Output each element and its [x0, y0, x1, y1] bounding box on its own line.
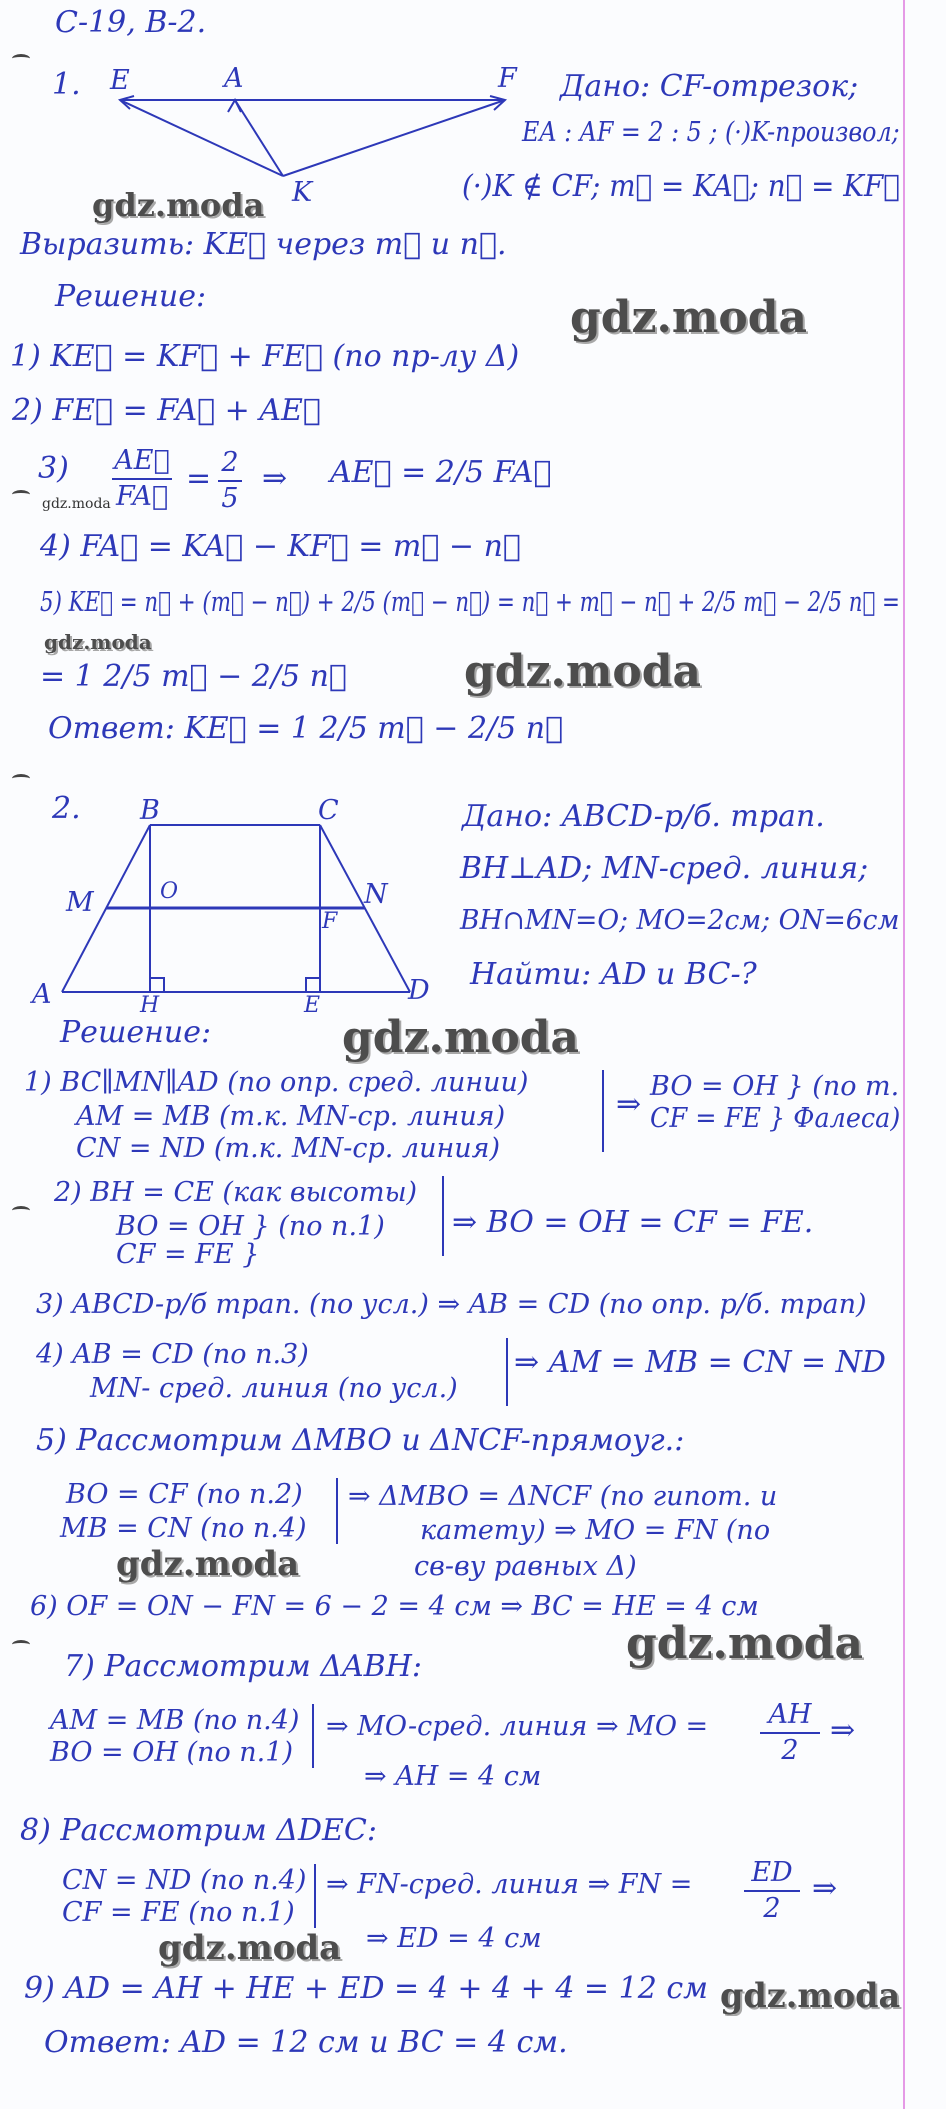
problem2-step8-result1: ⇒ FN-сред. линия ⇒ FN = — [326, 1869, 693, 1900]
point-d: D — [408, 975, 430, 1006]
watermark: gdz.moda — [570, 292, 808, 343]
problem2-step7-result1: ⇒ MO-сред. линия ⇒ MO = — [326, 1711, 709, 1742]
problem2-step8-result2: ⇒ ED = 4 см — [366, 1923, 542, 1954]
fraction-bar — [744, 1890, 800, 1892]
problem1-task: Выразить: KE⃗ через m⃗ и n⃗. — [20, 227, 507, 262]
point-e2: E — [304, 993, 321, 1018]
problem2-step7-title: 7) Рассмотрим ΔABH: — [64, 1649, 422, 1684]
watermark: gdz.moda — [44, 630, 152, 654]
problem2-step1-result2: CF = FE } Фалеса) — [650, 1103, 901, 1134]
problem2-step2-line3: CF = FE } — [116, 1239, 260, 1270]
problem1-step-2: 2) FE⃗ = FA⃗ + AE⃗ — [12, 393, 321, 428]
point-o: O — [160, 879, 179, 904]
point-a: A — [224, 63, 244, 94]
watermark: gdz.moda — [92, 186, 265, 224]
problem2-step7-line2: BO = OH (по п.1) — [50, 1737, 293, 1768]
watermark: gdz.moda — [342, 1012, 580, 1063]
brace-line — [442, 1176, 444, 1256]
problem2-step5-result3: св-ву равных Δ) — [414, 1551, 637, 1582]
problem2-step9: 9) AD = AH + HE + ED = 4 + 4 + 4 = 12 см — [24, 1971, 708, 2006]
fraction-bar — [760, 1732, 820, 1734]
problem2-step4-line2: MN- сред. линия (по усл.) — [90, 1373, 458, 1404]
brace-line — [336, 1478, 338, 1544]
fraction-denominator: 2 — [763, 1892, 781, 1924]
point-f: F — [498, 63, 517, 94]
point-b: B — [140, 795, 160, 826]
point-a2: A — [32, 979, 52, 1010]
value-numerator: 2 — [221, 447, 239, 478]
header-title: С-19, В-2. — [55, 5, 207, 40]
problem1-step-1: 1) KE⃗ = KF⃗ + FE⃗ (по пр-лу Δ) — [10, 339, 520, 374]
point-h: H — [140, 993, 160, 1018]
problem2-given-4: Найти: AD и BC-? — [470, 957, 757, 992]
watermark: gdz.moda — [158, 1928, 342, 1968]
problem2-step8-fraction — [744, 1858, 800, 1923]
problem2-step1-line1: 1) BC∥MN∥AD (по опр. сред. линии) — [24, 1067, 529, 1098]
fraction-numerator: AE⃗ — [114, 445, 170, 476]
problem2-given-2: BH⊥AD; MN-сред. линия; — [460, 851, 869, 886]
problem2-solution-title: Решение: — [60, 1015, 212, 1050]
problem2-step2-line1: 2) BH = CE (как высоты) — [54, 1177, 418, 1208]
problem2-given-1: Дано: ABCD-р/б. трап. — [462, 799, 825, 834]
problem2-step5-result2: катету) ⇒ MO = FN (по — [420, 1515, 771, 1546]
watermark: gdz.moda — [42, 496, 111, 512]
problem2-step8-line2: CF = FE (по п.1) — [62, 1897, 295, 1928]
fraction-denominator: FA⃗ — [115, 480, 169, 512]
problem1-answer: Ответ: KE⃗ = 1 2/5 m⃗ − 2/5 n⃗ — [48, 711, 564, 746]
problem2-step1-result1: BO = OH } (по т. — [650, 1071, 900, 1102]
problem2-step8-title: 8) Рассмотрим ΔDEC: — [20, 1813, 377, 1848]
problem2-step4-result: ⇒ AM = MB = CN = ND — [514, 1345, 886, 1380]
brace-line — [312, 1704, 314, 1768]
problem2-step4-line1: 4) AB = CD (по п.3) — [36, 1339, 309, 1370]
point-k: K — [292, 177, 313, 208]
watermark: gdz.moda — [116, 1544, 300, 1584]
point-f2: F — [322, 909, 338, 934]
problem1-step-4: 4) FA⃗ = KA⃗ − KF⃗ = m⃗ − n⃗ — [40, 529, 521, 564]
problem2-step5-result1: ⇒ ΔMBO = ΔNCF (по гипот. и — [348, 1481, 778, 1512]
brace-line — [602, 1070, 604, 1152]
problem2-step2-line2: BO = OH } (по п.1) — [116, 1211, 385, 1242]
brace-line — [506, 1338, 508, 1406]
value-denominator: 5 — [221, 482, 239, 514]
problem2-step7-frac-arrow: ⇒ — [830, 1713, 856, 1748]
problem2-step5-title: 5) Рассмотрим ΔMBO и ΔNCF-прямоуг.: — [36, 1423, 685, 1458]
problem2-step8-line1: CN = ND (по п.4) — [62, 1865, 307, 1896]
brace-line — [314, 1864, 316, 1928]
right-angle-h — [150, 978, 164, 992]
watermark: gdz.moda — [720, 1976, 901, 2016]
point-m: M — [66, 887, 94, 918]
problem1-step3-rhs: AE⃗ = 2/5 FA⃗ — [330, 455, 552, 490]
problem2-step7-fraction — [760, 1700, 820, 1765]
problem1-given-3: (·)K ∉ CF; m⃗ = KA⃗; n⃗ = KF⃗ — [462, 169, 900, 204]
problem2-step6: 6) OF = ON − FN = 6 − 2 = 4 см ⇒ BC = HE = 4 см — [30, 1591, 759, 1622]
problem1-step-5: 5) KE⃗ = n⃗ + (m⃗ − n⃗) + 2/5 (m⃗ − n⃗) = n⃗ + m⃗ − n⃗ + 2/5 m⃗ − 2/5 n⃗ = — [40, 587, 900, 618]
problem2-given-3: BH∩MN=O; MO=2см; ON=6см — [460, 905, 900, 936]
problem2-number: 2. — [52, 791, 81, 826]
fraction-numerator: ED — [751, 1857, 793, 1888]
problem2-step7-result2: ⇒ AH = 4 см — [364, 1761, 542, 1792]
problem1-number: 1. — [52, 67, 81, 102]
right-angle-e — [306, 978, 320, 992]
problem1-step-3-label: 3) — [38, 451, 69, 486]
fraction-denominator: 2 — [781, 1734, 799, 1766]
point-e: E — [110, 65, 130, 96]
problem2-step1-line2: AM = MB (т.к. MN-ср. линия) — [76, 1101, 506, 1132]
watermark: gdz.moda — [626, 1618, 864, 1669]
problem2-step5-line2: MB = CN (по п.4) — [60, 1513, 307, 1544]
problem2-step8-frac-arrow: ⇒ — [812, 1871, 838, 1906]
problem2-step1-arrow: ⇒ — [616, 1087, 642, 1122]
problem2-answer: Ответ: AD = 12 см и BC = 4 см. — [44, 2025, 568, 2060]
watermark: gdz.moda — [464, 646, 702, 697]
problem2-step3: 3) ABCD-р/б трап. (по усл.) ⇒ AB = CD (по опр. р/б. трап) — [36, 1289, 867, 1320]
problem1-given-1: Дано: CF-отрезок; — [560, 69, 859, 104]
problem1-step-5-result: = 1 2/5 m⃗ − 2/5 n⃗ — [40, 659, 347, 694]
point-n: N — [364, 879, 388, 910]
problem1-given-2: EA : AF = 2 : 5 ; (·)K-произвол; — [522, 117, 900, 148]
problem2-step2-result: ⇒ BO = OH = CF = FE. — [452, 1205, 814, 1240]
fraction-numerator: AH — [768, 1699, 812, 1730]
problem2-step1-line3: CN = ND (т.к. MN-ср. линия) — [76, 1133, 501, 1164]
problem2-step5-line1: BO = CF (по п.2) — [66, 1479, 303, 1510]
problem2-step7-line1: AM = MB (по п.4) — [50, 1705, 300, 1736]
problem1-solution-title: Решение: — [55, 279, 207, 314]
problem1-step3-arrow: ⇒ — [262, 461, 288, 496]
problem1-step3-eq: = — [186, 461, 212, 496]
point-c: C — [318, 795, 339, 826]
